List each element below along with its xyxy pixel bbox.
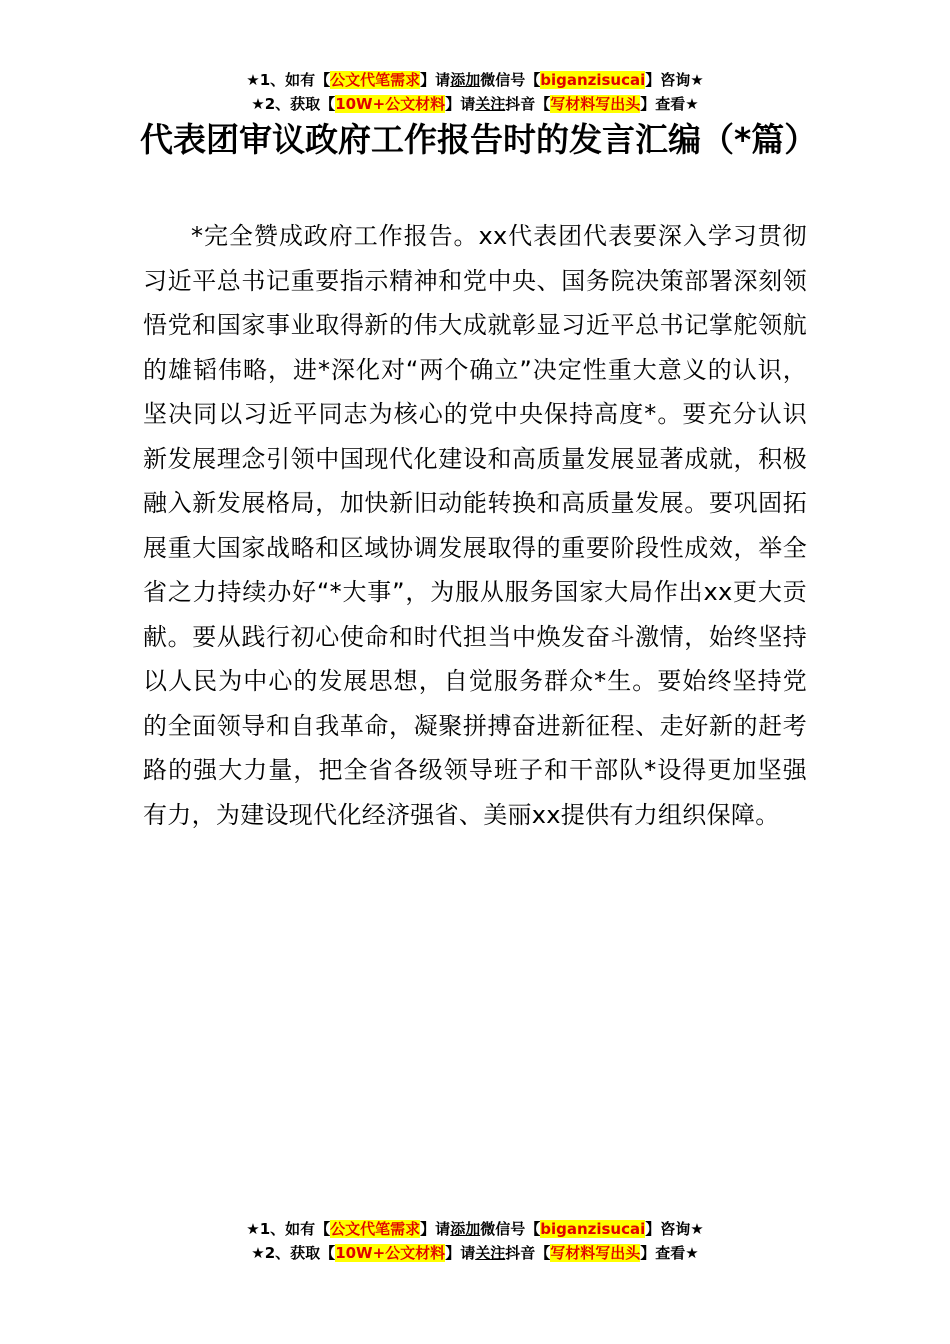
notice-line-2 <box>0 92 950 116</box>
header-notice <box>0 68 950 116</box>
document-title: 代表团审议政府工作报告时的发言汇编（*篇） <box>140 120 818 159</box>
notice-highlight: 写材料写出头 <box>550 1244 641 1262</box>
notice-text: ★1、如有【 <box>246 1220 331 1238</box>
notice-highlight: biganzisucai <box>540 71 646 89</box>
notice-line-1 <box>0 1217 950 1241</box>
notice-text: ★2、获取【 <box>251 95 336 113</box>
notice-highlight: 10W+公文材料 <box>335 1244 446 1262</box>
notice-underline: 添加 <box>450 1220 481 1238</box>
notice-underline: 关注 <box>475 1244 506 1262</box>
notice-line-1 <box>0 68 950 92</box>
notice-text: 】咨询★ <box>645 1220 704 1238</box>
body-paragraph: *完全赞成政府工作报告。xx代表团代表要深入学习贯彻习近平总书记重要指示精神和党中央、国务院决策部署深刻领悟党和国家事业取得新的伟大成就彰显习近平总书记掌舵领航的雄韬伟略，进*深化对“两个确立”决定性重大意义的认识，坚决同以习近平同志为核心的党中央保持高度*。要充分认识新发展理念引领中国现代化建设和高质量发展显著成就，积极融入新发展格局，加快新旧动能转换和高质量发展。要巩固拓展重大国家战略和区域协调发展取得的重要阶段性成效，举全省之力持续办好“*大事”，为服从服务国家大局作出xx更大贡献。要从践行初心使命和时代担当中焕发奋斗激情，始终坚持以人民为中心的发展思想，自觉服务群众*生。要始终坚持党的全面领导和自我革命，凝聚拼搏奋进新征程、走好新的赶考路的强大力量，把全省各级领导班子和干部队*设得更加坚强有力，为建设现代化经济强省、美丽xx提供有力组织保障。 <box>143 222 807 829</box>
notice-text: 】请 <box>420 71 451 89</box>
notice-highlight: 写材料写出头 <box>550 95 641 113</box>
notice-text: 】请 <box>445 1244 476 1262</box>
notice-text: 】请 <box>420 1220 451 1238</box>
notice-highlight: biganzisucai <box>540 1220 646 1238</box>
notice-line-2 <box>0 1241 950 1265</box>
notice-text: 】查看★ <box>640 95 699 113</box>
notice-underline: 关注 <box>475 95 506 113</box>
notice-text: 】请 <box>445 95 476 113</box>
notice-text: 微信号【 <box>480 71 541 89</box>
notice-text: 】咨询★ <box>645 71 704 89</box>
notice-highlight: 10W+公文材料 <box>335 95 446 113</box>
notice-text: ★1、如有【 <box>246 71 331 89</box>
notice-text: 微信号【 <box>480 1220 541 1238</box>
notice-underline: 添加 <box>450 71 481 89</box>
notice-text: 】查看★ <box>640 1244 699 1262</box>
notice-highlight: 公文代笔需求 <box>330 71 421 89</box>
notice-text: 抖音【 <box>505 1244 551 1262</box>
footer-notice <box>0 1217 950 1265</box>
notice-text: ★2、获取【 <box>251 1244 336 1262</box>
notice-text: 抖音【 <box>505 95 551 113</box>
notice-highlight: 公文代笔需求 <box>330 1220 421 1238</box>
